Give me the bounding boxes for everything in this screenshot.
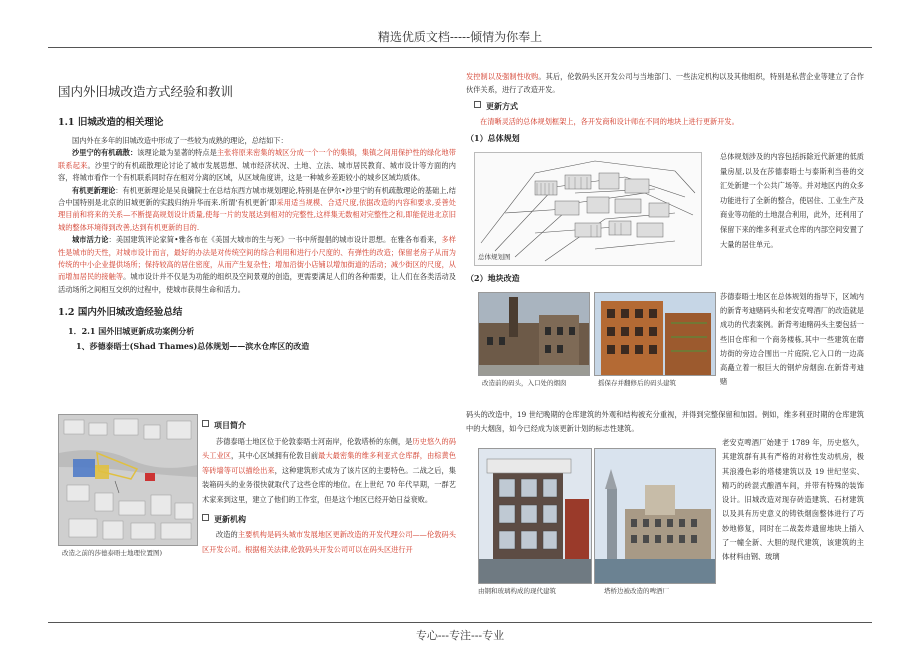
project-intro-heading: 项目简介 bbox=[202, 418, 456, 433]
dock-before-graphic bbox=[479, 293, 589, 375]
section-1-1-heading: 1.1 旧城改造的相关理论 bbox=[58, 117, 164, 128]
site-renovation-text-cont: 码头的改造中，19 世纪晚期的仓库建筑的外观和结构被充分重视，并得到完整保留和加固。例如，维多利亚时期的仓库建筑中的大烟囱，如今已经成为该更新计划的标志性建筑。 bbox=[466, 410, 864, 433]
site-renovation-text: 莎德泰晤士地区在总体规划的指导下，区域内的新背考迪赌码头和老安克啤酒厂的改造就是成功的代表案例。新背考迪赌码头主要包括一些旧仓库和一个商务楼栋,其中一些建筑在磨坊街的旁边合围出一片庭院,它入口的一边高高矗立着一根巨大的钢炉房烟囱.在新背考迪赌 bbox=[720, 292, 864, 387]
master-plan-image bbox=[474, 152, 702, 266]
project-intro-block bbox=[202, 414, 456, 557]
checkbox-icon bbox=[202, 514, 209, 521]
map-graphic bbox=[59, 415, 197, 545]
section-1-2-1-heading: 1．2.1 国外旧城更新成功案例分析 bbox=[68, 326, 195, 337]
dock-before-caption: 改造前的码头，入口处的烟囱 bbox=[482, 379, 567, 387]
dock-renovated-photo bbox=[594, 292, 716, 376]
master-plan-text: 总体规划涉及的内容包括拆除近代新建的低质量房屋,以及在莎德泰晤士与泰斯利当巷的交汇处新建一个公共广场等。并对地区内的众多功能进行了全新的整合，使居住、工业生产及商业等功能的土地混合利用，此外，还利用了保留下来的维多利亚式仓库的内部空间安置了大量的居住单元。 bbox=[720, 152, 864, 249]
urban-vitality-paragraph: 城市活力论：美国建筑评论家简•雅各布在《美国大城市的生与死》一书中所提倡的城市设计思想。在雅各布看来，多样性是城市的天性，对城市设计而言，最好的办法是对传统空间的综合利用和进行小尺度的、有弹性的改造；保留老房子从而为传统的中小企业提供场所；保持较高的居住密度，从而产生复杂性；增加沿街小店铺以增加街道的活动；减少街区的尺度，从而增加居民的接触等。城市设计并不仅是为功能的组织及空间景观的创造，更需要满足人们的各种需要，让人们在各类活动及活动场所之间相互交织的过程中，使城市获得生命和活力。 bbox=[58, 235, 456, 294]
page-header: 精选优质文档-----倾情为你奉上 bbox=[377, 30, 543, 44]
page-footer: 专心---专注---专业 bbox=[415, 629, 505, 642]
modern-building-photo bbox=[478, 448, 592, 584]
document-title: 国内外旧城改造方式经验和教训 bbox=[58, 84, 234, 99]
dock-before-photo bbox=[478, 292, 590, 376]
header-rule bbox=[48, 47, 872, 48]
plan-sketch-graphic bbox=[475, 153, 701, 265]
modern-building-graphic bbox=[479, 449, 591, 583]
brewery-photo bbox=[594, 448, 716, 584]
left-column bbox=[58, 70, 456, 354]
location-map-image bbox=[58, 414, 198, 546]
dock-renovated-caption: 摇保存并翻修后的码头建筑 bbox=[598, 379, 676, 387]
master-plan-caption: 总体规划图 bbox=[478, 253, 511, 261]
footer-rule bbox=[48, 622, 872, 623]
checkbox-icon bbox=[474, 101, 481, 108]
case-1-heading: 1、莎德泰晤士(Shad Thames)总体规划——滨水仓库区的改造 bbox=[76, 341, 310, 352]
renewal-agency-paragraph: 改造的主要机构是码头城市发展地区更新改造的开发代理公司——伦敦码头区开发公司。根据相关法律,伦敦码头开发公司可以在码头区进行开 bbox=[202, 530, 456, 554]
brewery-graphic bbox=[595, 449, 715, 583]
map-caption: 改造之前的莎德泰晤士地理位置图) bbox=[62, 549, 163, 557]
site-renovation-heading: （2）地块改造 bbox=[466, 273, 520, 283]
agency-continuation: 发控制以及强制性收购。其后，伦敦码头区开发公司与当地部门、一些法定机构以及其他组织，特别是私营企业等建立了合作伙伴关系，进行了改造开发。 bbox=[466, 72, 864, 94]
renewal-agency-heading: 更新机构 bbox=[202, 512, 456, 527]
modern-building-caption: 由钢和玻璃构成的现代建筑 bbox=[478, 587, 556, 595]
saarinen-paragraph: 沙里宁的有机疏散：该理论最为显著的特点是主张将原来密集的城区分成一个一个的集镇，集镇之间用保护性的绿化地带联系起来。沙里宁的有机疏散理论讨论了城市发展思想、城市经济状况、土地、立法、城市居民教育、城市设计等方面的内容，将城市看作一个有机联系同时存在相对分离的区域，从区域角度讲，这是一种城乡差距较小的城乡区域均质体。 bbox=[58, 148, 456, 183]
organic-renewal-paragraph: 有机更新理论：有机更新理论是吴良镛院士在总结东西方城市规划理论,特别是在伊尔•沙里宁的有机疏散理论的基础上,结合中国特别是北京的旧城更新的实践归纳升华而来.所谓‘有机更新’即采用适当规模、合适尺度,依据改造的内容和要求,妥善处理目前和将来的关系—不断提高规划设计质量,使每一片的发展达到相对的完整性,这样集无数相对完整性之和,即能促进北京旧城的整体环境得到改善,达到有机更新的目的. bbox=[58, 185, 456, 232]
dock-renovated-graphic bbox=[595, 293, 715, 375]
checkbox-icon bbox=[202, 420, 209, 427]
section-1-2-heading: 1.2 国内外旧城改造经验总结 bbox=[58, 307, 183, 319]
intro-paragraph: 国内外在多年的旧城改造中形成了一些较为成熟的理论，总结如下： bbox=[72, 136, 288, 145]
project-intro-paragraph: 莎德泰晤士地区位于伦敦泰晤士河南岸，伦敦塔桥的东侧，是历史悠久的码头工业区，其中心区域拥有伦敦目前最大最密集的维多利亚式仓库群，由棕黄色等砖墙等可以描绘出来，这种建筑形式成为了该片区的主要特色。二战之后，集装箱码头的业务很快就取代了这些仓库的地位。在上世纪 70 年代早期，一群艺术家来到这里，建立了他们的工作室，但是这个地区已经开始日益衰败。 bbox=[202, 436, 456, 504]
renewal-method-paragraph: 在清晰灵活的总体规划框架上，各开发商和设计师在不同的地块上进行更新开发。 bbox=[480, 117, 739, 126]
master-plan-heading: （1）总体规划 bbox=[466, 133, 520, 143]
brewery-caption: 塔桥边被改造的啤酒厂 bbox=[604, 587, 669, 595]
renewal-method-heading: 更新方式 bbox=[474, 100, 864, 113]
right-column bbox=[466, 70, 864, 146]
brewery-text: 老安克啤酒厂始建于 1789 年，历史悠久，其建筑群有具有严格的对称性发动机房，极其浪漫色彩的塔楼建筑以及 19 世纪坚实、精巧的砖混式酿酒车间，并带有特殊的装饰设计。旧城改造对现存砖造建筑、石材建筑以及具有历史意义的铸铁烟囱整体进行了巧妙地修复，同时在二战轰炸遗留地块上插入了一幢全新、大胆的现代建筑，该建筑的主体材料由钢、玻璃 bbox=[722, 438, 864, 562]
